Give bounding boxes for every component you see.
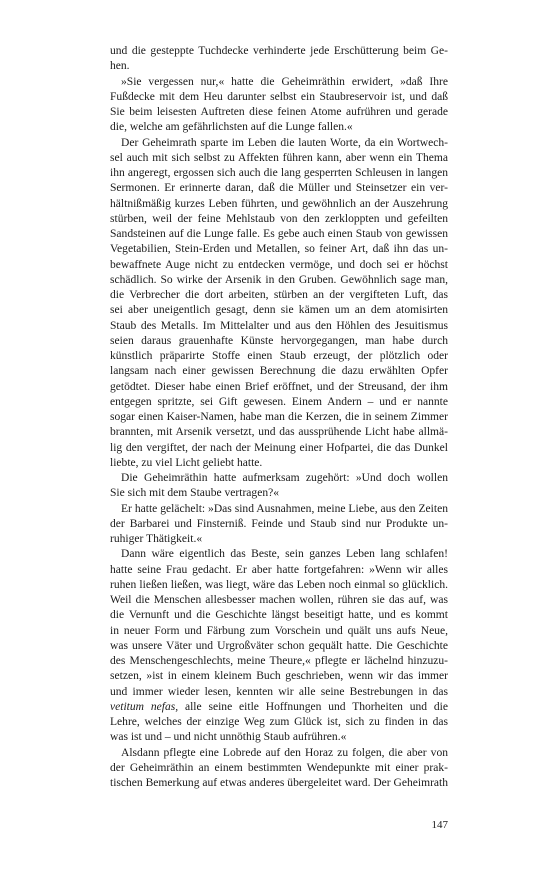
text-line: Staub des Metalls. Im Mittelalter und aus den Höhlen des Jesuitismus (110, 319, 448, 332)
text-line: Fußdecke mit dem Heu darunter selbst ein Staubreservoir ist, und daß (110, 90, 448, 103)
text-line: hen. (110, 60, 130, 73)
text-line: hältnißmäßig kurzes Leben führten, und gewöhnlich an der Auszehrung (110, 197, 448, 210)
page-number: 147 (431, 819, 448, 831)
text-line: Sie beim leisesten Auftreten diese feinen Atome aufrühren und gerade (110, 106, 448, 118)
text-line: tischen Bemerkung auf etwas anderes übergeleitet ward. Der Geheimrath (110, 777, 448, 789)
text-line: Alsdann pflegte eine Lobrede auf den Horaz zu folgen, die aber von (121, 746, 448, 759)
text-line: setzen, »ist in einem kleinem Buch geschrieben, wenn wir das immer (110, 670, 448, 683)
text-line: stürben, weil der feine Mehlstaub von den zerkloppten und gefeilten (110, 212, 448, 225)
text-line: ruhiger Thätigkeit.« (110, 533, 203, 545)
text-line: künstlich präparirte Stoffe einen Staub erzeugt, der plötzlich oder (110, 350, 448, 362)
text-line: Die Geheimräthin hatte aufmerksam zugehört: »Und doch wollen (121, 472, 448, 484)
text-line: sei aber uneigentlich gesagt, denn sie kämen um an dem atomisirten (110, 304, 448, 317)
text-line: bewaffnete Auge nicht zu entdecken vermöge, und doch sei er höchst (110, 258, 448, 271)
text-line: Sandsteinen auf die Lunge falle. Es gebe auch einen Staub von gewissen (110, 228, 448, 240)
text-line: getödtet. Dieser habe einen Brief eröffnet, und der Streusand, der ihm (110, 380, 448, 393)
text-line: vetitum nefas, alle seine eitle Hoffnungen und Thorheiten und die (110, 700, 448, 713)
text-line: was ist und – und nicht unnöthig Staub aufrühren.« (110, 731, 347, 744)
text-line: Er hatte gelächelt: »Das sind Ausnahmen, meine Liebe, aus den Zeiten (121, 502, 448, 515)
text-line: der Geheimräthin an einem bestimmten Wendepunkte mit einer prak- (110, 761, 448, 774)
text-line: der Barbarei und Finsterniß. Feinde und Staub sind nur Produkte un- (110, 517, 448, 530)
text-line: Vegetabilien, Stein-Erden und Metallen, so feiner Art, daß ihn das un- (110, 243, 448, 256)
text-line: die Vernunft und die Geschichte längst beseitigt hatte, und es kommt (110, 609, 448, 622)
text-line: und immer wieder lesen, kennten wir alle seine Bestrebungen in das (110, 685, 448, 698)
text-line: brannten, mit Arsenik versetzt, und das aussprühende Licht habe allmä- (110, 426, 448, 439)
text-line: Dann wäre eigentlich das Beste, sein ganzes Leben lang schlafen! (121, 548, 448, 561)
text-line: sogar einen Kaiser-Namen, habe man die Kerzen, die in seinem Zimmer (110, 411, 448, 423)
text-line: die Verbrecher die dort arbeiten, stürben an der vergifteten Luft, das (110, 289, 448, 301)
text-line: Der Geheimrath sparte im Leben die lauten Worte, da ein Wortwech- (121, 136, 448, 149)
text-line: Sermonen. Er erinnerte daran, daß die Müller und Steinsetzer ein ver- (110, 182, 448, 195)
text-line: ruhen ließen ließen, was liegt, wäre das Leben noch einmal so glücklich. (110, 578, 448, 591)
text-line: was unsere Väter und Urgroßväter schon gequält hatte. Die Geschichte (110, 639, 448, 652)
text-line: Sie sich mit dem Staube vertragen?« (110, 487, 279, 500)
text-line: lig den vergiftet, der nach der Meinung einer Hofpartei, die das Dunkel (110, 441, 448, 454)
text-line: liebte, zu viel Licht geliebt hatte. (110, 456, 263, 469)
text-line: Lehre, welches der einzige Weg zum Glück ist, sich zu finden in das (110, 716, 448, 728)
text-line: seien daraus grauenhafte Künste hervorgegangen, man habe durch (110, 334, 448, 347)
text-line: des Menschengeschlechts, meine Theure,« pflegte er lächelnd hinzuzu- (110, 655, 448, 667)
text-line: hatte seine Frau gedacht. Er aber hatte fortgefahren: »Wenn wir alles (110, 563, 448, 576)
body-text (110, 44, 448, 791)
text-line: langsam nach einer gewissen Berechnung die dazu erwählten Opfer (110, 365, 448, 378)
text-line: die, welche am gefährlichsten auf die Lunge fallen.« (110, 121, 353, 134)
text-line: schädlich. So wirke der Arsenik in den Gruben. Gewöhnlich sage man, (110, 273, 448, 286)
text-line: entgegen spritzte, sei Gift gewesen. Einem Andern – und er nannte (110, 395, 448, 408)
text-line: »Sie vergessen nur,« hatte die Geheimräthin erwidert, »daß Ihre (121, 75, 448, 88)
text-line: und die gesteppte Tuchdecke verhinderte jede Erschütterung beim Ge- (110, 45, 448, 57)
text-line: ihn angeregt, ergossen sich auch die lang gesperrten Schleusen in langen (110, 167, 448, 179)
text-line: Weil die Menschen allesbesser machen wollen, rühren sie das auf, was (110, 594, 448, 606)
text-line: in neuer Form und Färbung zum Vorschein und quält uns aufs Neue, (110, 624, 448, 637)
text-line: sel auch mit sich selbst zu Affekten führen kann, aber wenn ein Thema (110, 151, 448, 164)
